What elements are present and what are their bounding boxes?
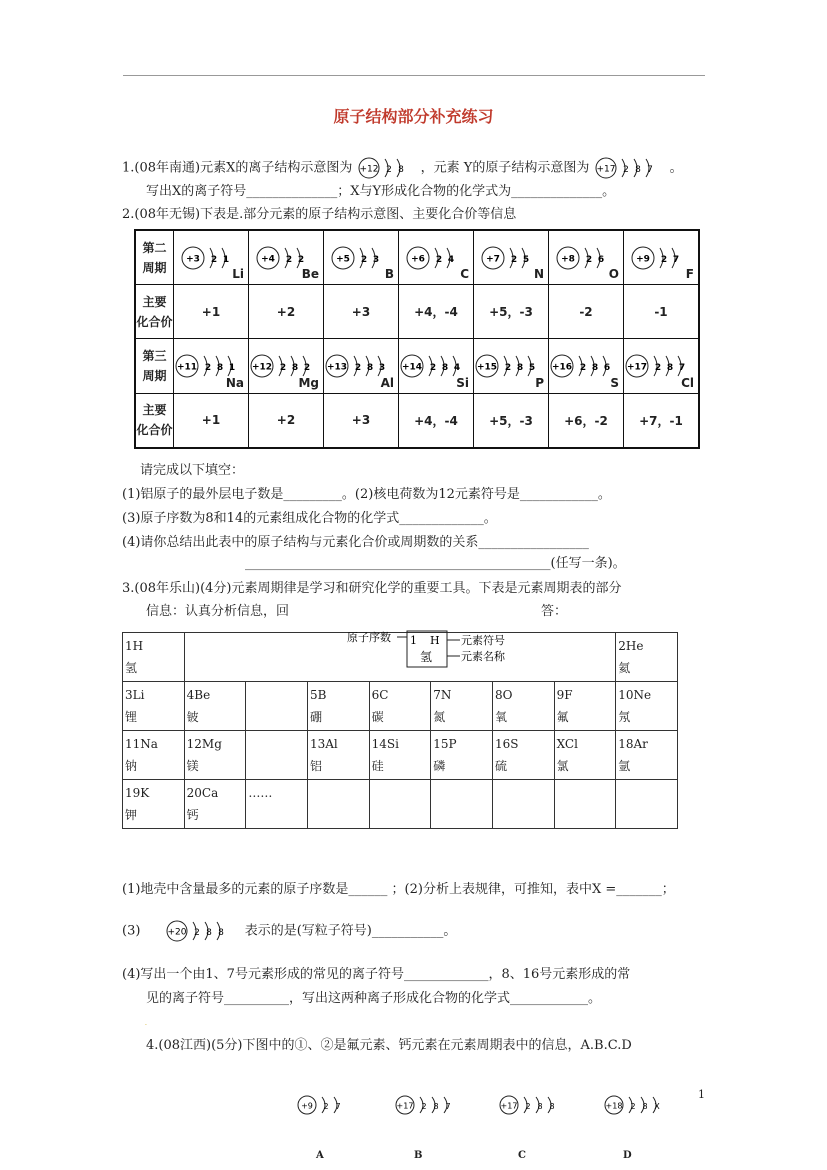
valence-cell: +5，-3 [474, 393, 549, 448]
legend-num-label: 原子序数 [347, 631, 391, 644]
nucleus-charge: +4 [261, 254, 275, 265]
nucleus-charge: +17 [626, 362, 648, 373]
atom-cell [399, 230, 474, 285]
element-symbol: Cl [681, 375, 694, 390]
element-cell: 8O 氧 [492, 682, 554, 731]
element-cell: 10Ne 氖 [616, 682, 678, 731]
atom-cell [624, 339, 700, 393]
element-info-table [134, 229, 700, 449]
nucleus-charge: +8 [561, 254, 575, 265]
shell-electrons: 8 [366, 363, 374, 374]
element-cell [307, 780, 369, 829]
shell-electrons: 2 [204, 363, 212, 374]
shell-electrons: 6 [597, 254, 605, 265]
q4-diagram-label: C [518, 1150, 526, 1161]
shell-electrons: 2 [579, 363, 587, 374]
shell-electrons: 2 [303, 363, 311, 374]
shell-electrons: 8 [217, 928, 224, 938]
element-cell [616, 780, 678, 829]
q2-line: 2.(08年无锡)下表是.部分元素的原子结构示意图、主要化合价等信息 [122, 207, 517, 222]
shell-electrons: 8 [291, 363, 299, 374]
nucleus-charge: +9 [636, 254, 650, 265]
shell-electrons: 4 [447, 254, 455, 265]
atom-cell [324, 230, 399, 285]
shell-electrons: 8 [433, 1102, 439, 1111]
valence-cell: +4，-4 [399, 393, 474, 448]
table-row [135, 339, 699, 393]
atom-cell [624, 230, 700, 285]
nucleus-charge: +11 [176, 362, 198, 373]
q1-line1: 1.(08年南通)元素X的离子结构示意图为 +12 2 8 ，元素 Y的原子结构示意图为 +17 2 8 7 。 [122, 155, 683, 181]
atom-cell [324, 339, 399, 393]
shell-electrons: 2 [354, 363, 362, 374]
valence-cell: +2 [249, 393, 324, 448]
page-number: 1 [698, 1088, 705, 1101]
element-cell: …… [246, 780, 308, 829]
nucleus-charge: +15 [476, 362, 498, 373]
nucleus-charge: +18 [605, 1101, 623, 1111]
legend-sym: H [430, 634, 440, 647]
shell-electrons: 4 [453, 363, 461, 374]
element-symbol: N [533, 267, 544, 282]
shell-electrons: 8 [537, 1102, 543, 1111]
shell-electrons: 2 [622, 165, 629, 175]
atom-cell [399, 339, 474, 393]
element-cell [369, 780, 431, 829]
shell-electrons: 2 [585, 254, 593, 265]
header-rule [123, 75, 705, 76]
shell-electrons: 5 [522, 254, 530, 265]
element-cell: 3Li 锂 [123, 682, 185, 731]
shell-electrons: 2 [285, 254, 293, 265]
atom-cell [249, 230, 324, 285]
nucleus-charge: +6 [411, 254, 425, 265]
shell-electrons: 2 [525, 1102, 531, 1111]
shell-electrons: 7 [678, 363, 686, 374]
q3-sub4b: 见的离子符号__________，写出这两种离子形成化合物的化学式____________。 [146, 991, 602, 1006]
legend-name: 氢 [420, 650, 433, 664]
element-symbol: C [460, 267, 469, 282]
element-symbol: Al [380, 375, 394, 390]
element-symbol: P [535, 375, 544, 390]
shell-electrons: 8 [549, 1102, 555, 1111]
nucleus-charge: +9 [301, 1101, 313, 1111]
shell-electrons: 6 [603, 363, 611, 374]
atom-cell [249, 339, 324, 393]
shell-electrons: 1 [228, 363, 236, 374]
q2-fill-intro: 请完成以下填空： [140, 463, 245, 478]
valence-cell: +5，-3 [474, 285, 549, 339]
shell-electrons: 2 [193, 928, 200, 938]
element-cell: 18Ar 氩 [616, 731, 678, 780]
row-label: 第二 周期 [135, 230, 174, 285]
valence-cell: -2 [549, 285, 624, 339]
element-cell: 2He 氦 [616, 633, 678, 682]
shell-electrons: 7 [646, 165, 653, 175]
legend-num: 1 [410, 634, 417, 647]
shell-electrons: 8 [516, 363, 524, 374]
shell-electrons: 2 [435, 254, 443, 265]
element-cell: 9F 氟 [554, 682, 616, 731]
valence-cell: +1 [174, 393, 249, 448]
valence-cell: +6，-2 [549, 393, 624, 448]
q1-line2: 写出X的离子符号______________；X与Y形成化合物的化学式为______________。 [146, 184, 616, 199]
element-cell: 7N 氮 [431, 682, 493, 731]
element-cell [246, 731, 308, 780]
nucleus-charge: +12 [251, 362, 273, 373]
element-symbol: F [685, 267, 694, 282]
ion-20-diagram [165, 918, 237, 944]
nucleus-charge: +17 [596, 164, 615, 175]
element-cell [246, 682, 308, 731]
shell-electrons: 8 [441, 363, 449, 374]
element-symbol: Na [225, 375, 244, 390]
q4-atom-diagram [498, 1082, 568, 1128]
shell-electrons: 2 [504, 363, 512, 374]
shell-electrons: 8 [397, 165, 404, 175]
valence-cell: +3 [324, 285, 399, 339]
nucleus-charge: +13 [326, 362, 348, 373]
nucleus-charge: +16 [551, 362, 573, 373]
nucleus-charge: +17 [396, 1101, 414, 1111]
q3-sub3: (3) +20 2 8 8 表示的是(写粒子符号)___________。 [122, 918, 456, 944]
q3-line2b: 答： [541, 604, 568, 619]
atom-cell [174, 339, 249, 393]
ion-x-diagram [357, 155, 417, 181]
table-row [123, 731, 678, 780]
page-title: 原子结构部分补充练习 [333, 107, 494, 126]
row-label: 主要 化合价 [135, 393, 174, 448]
element-cell: 1H 氢 [123, 633, 185, 682]
shell-electrons: 2 [429, 363, 437, 374]
table-row [135, 230, 699, 285]
q2-sub4b: _______________________________________________(任写一条)。 [245, 556, 626, 571]
shell-electrons: 8 [205, 928, 212, 938]
q3-sub1: (1)地壳中含量最多的元素的原子序数是______ ；(2)分析上表规律，可推知，表中X =_______； [122, 882, 675, 897]
element-cell: XCl 氯 [554, 731, 616, 780]
shell-electrons: 8 [642, 1102, 648, 1111]
element-cell: 16S 硫 [492, 731, 554, 780]
q4-line: 4.(08江西)(5分)下图中的①、②是氟元素、钙元素在元素周期表中的信息，A.B.C.D [146, 1038, 632, 1053]
shell-electrons: 8 [666, 363, 674, 374]
q2-sub4a: (4)请你总结出此表中的原子结构与元素化合价或周期数的关系_________________ [122, 535, 589, 550]
shell-electrons: 1 [222, 254, 230, 265]
element-cell: 12Mg 镁 [184, 731, 246, 780]
shell-electrons: 2 [654, 363, 662, 374]
q3-line1: 3.(08年乐山)(4分)元素周期律是学习和研究化学的重要工具。下表是元素周期表的部分 [122, 581, 622, 596]
table-row [135, 285, 699, 339]
element-cell [431, 780, 493, 829]
element-cell: 11Na 钠 [123, 731, 185, 780]
element-cell: 5B 硼 [307, 682, 369, 731]
valence-cell: +3 [324, 393, 399, 448]
element-cell [554, 780, 616, 829]
shell-electrons: 3 [378, 363, 386, 374]
shell-electrons: 2 [279, 363, 287, 374]
q4-atom-diagram [296, 1082, 354, 1128]
element-symbol: Si [456, 375, 469, 390]
legend-name-label: 元素名称 [461, 650, 505, 663]
shell-electrons: 2 [660, 254, 668, 265]
element-cell: 4Be 铍 [184, 682, 246, 731]
atom-cell [474, 230, 549, 285]
element-cell: 15P 磷 [431, 731, 493, 780]
element-cell: 20Ca 钙 [184, 780, 246, 829]
element-cell: 13Al 铝 [307, 731, 369, 780]
stray-mark: · [145, 1022, 147, 1029]
shell-electrons: 7 [445, 1102, 451, 1111]
element-symbol: O [608, 267, 619, 282]
table-row [135, 393, 699, 448]
valence-cell: +7，-1 [624, 393, 700, 448]
q4-diagram-label: A [316, 1150, 324, 1161]
q4-diagram-label: D [623, 1150, 632, 1161]
shell-electrons: 2 [421, 1102, 427, 1111]
atom-cell [549, 230, 624, 285]
element-cell: 14Si 硅 [369, 731, 431, 780]
atom-cell [174, 230, 249, 285]
nucleus-charge: +12 [359, 164, 378, 175]
nucleus-charge: +3 [186, 254, 200, 265]
atom-y-diagram [594, 155, 666, 181]
q4-atom-diagram [394, 1082, 464, 1128]
q2-sub1: (1)铝原子的最外层电子数是_________。(2)核电荷数为12元素符号是____________。 [122, 487, 611, 502]
shell-electrons: 7 [672, 254, 680, 265]
shell-electrons: 2 [297, 254, 305, 265]
atom-cell [474, 339, 549, 393]
shell-electrons: 2 [385, 165, 392, 175]
legend-sym-label: 元素符号 [461, 634, 505, 647]
q4-diagram-label: B [414, 1150, 423, 1161]
row-label: 主要 化合价 [135, 285, 174, 339]
element-symbol: S [610, 375, 619, 390]
shell-electrons: 5 [528, 363, 536, 374]
shell-electrons: 3 [372, 254, 380, 265]
atom-cell [549, 339, 624, 393]
element-symbol: Be [301, 267, 319, 282]
periodic-legend [345, 628, 515, 672]
q3-sub4a: (4)写出一个由1、7号元素形成的常见的离子符号_____________，8、16号元素形成的常 [122, 967, 631, 982]
element-symbol: Mg [298, 375, 319, 390]
nucleus-charge: +17 [500, 1101, 518, 1111]
nucleus-charge: +7 [486, 254, 500, 265]
element-cell: 6C 碳 [369, 682, 431, 731]
nucleus-charge: +20 [167, 927, 187, 938]
q3-line2a: 信息：认真分析信息，回 [146, 604, 290, 619]
nucleus-charge: +5 [336, 254, 350, 265]
shell-electrons: 8 [591, 363, 599, 374]
shell-electrons: X [654, 1102, 660, 1111]
shell-electrons: 8 [216, 363, 224, 374]
valence-cell: +4，-4 [399, 285, 474, 339]
shell-electrons: 8 [634, 165, 641, 175]
valence-cell: -1 [624, 285, 700, 339]
element-symbol: B [384, 267, 394, 282]
q2-sub3: (3)原子序数为8和14的元素组成化合物的化学式_____________。 [122, 511, 497, 526]
element-symbol: Li [232, 267, 244, 282]
shell-electrons: 2 [360, 254, 368, 265]
shell-electrons: 2 [510, 254, 518, 265]
valence-cell: +2 [249, 285, 324, 339]
shell-electrons: 2 [630, 1102, 636, 1111]
shell-electrons: 2 [210, 254, 218, 265]
shell-electrons: 2 [323, 1102, 329, 1111]
element-cell [492, 780, 554, 829]
element-cell: 19K 钾 [123, 780, 185, 829]
table-row [123, 682, 678, 731]
table-row [123, 780, 678, 829]
shell-electrons: 7 [335, 1102, 341, 1111]
row-label: 第三 周期 [135, 339, 174, 393]
q4-atom-diagram [603, 1082, 673, 1128]
nucleus-charge: +14 [401, 362, 423, 373]
valence-cell: +1 [174, 285, 249, 339]
